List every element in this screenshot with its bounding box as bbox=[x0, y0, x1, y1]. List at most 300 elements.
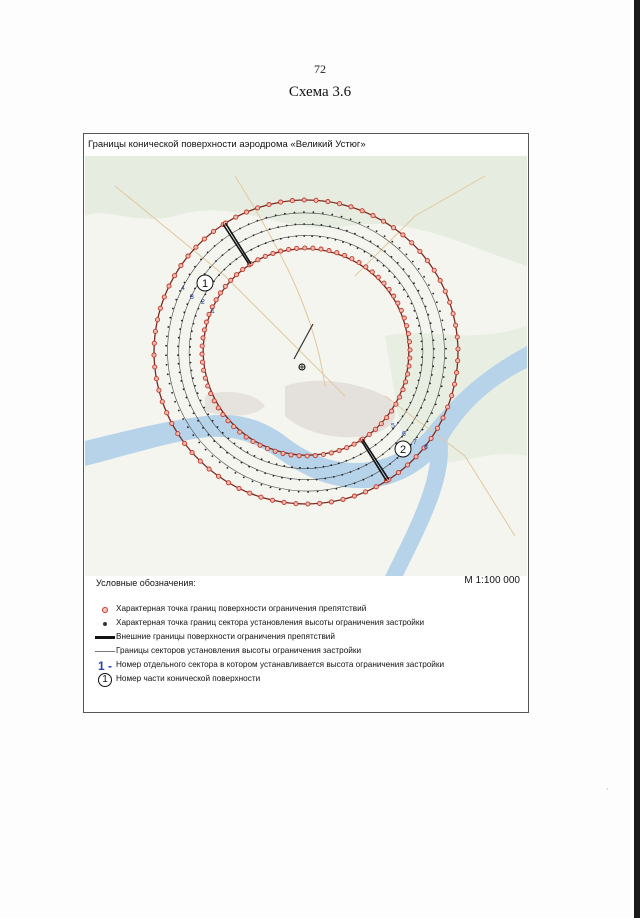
obstacle-boundary-point bbox=[429, 436, 433, 440]
sector-boundary-point bbox=[189, 274, 191, 276]
sector-boundary-point bbox=[433, 348, 435, 350]
legend bbox=[94, 604, 514, 688]
sector-boundary-point bbox=[222, 254, 224, 256]
obstacle-boundary-point bbox=[256, 258, 260, 262]
sector-boundary-point bbox=[194, 385, 196, 387]
obstacle-boundary-point bbox=[251, 439, 255, 443]
sector-boundary-point bbox=[432, 365, 434, 367]
sector-boundary-point bbox=[350, 244, 352, 246]
obstacle-boundary-point bbox=[364, 265, 368, 269]
obstacle-boundary-point bbox=[226, 419, 230, 423]
obstacle-boundary-point bbox=[318, 501, 322, 505]
obstacle-boundary-point bbox=[402, 316, 406, 320]
sector-boundary-point bbox=[220, 446, 222, 448]
obstacle-boundary-point bbox=[357, 260, 361, 264]
sector-boundary-point bbox=[167, 373, 169, 375]
obstacle-boundary-point bbox=[452, 382, 456, 386]
sector-boundary-point bbox=[258, 245, 260, 247]
sector-boundary-point bbox=[421, 348, 423, 350]
sector-boundary-point bbox=[436, 301, 438, 303]
obstacle-boundary-point bbox=[401, 388, 405, 392]
sector-boundary-point bbox=[412, 422, 414, 424]
sector-boundary-point bbox=[212, 455, 214, 457]
red-circle-point-icon bbox=[102, 607, 108, 613]
sector-boundary-point bbox=[172, 308, 174, 310]
sector-boundary-point bbox=[403, 289, 405, 291]
obstacle-boundary-point bbox=[295, 246, 299, 250]
obstacle-boundary-point bbox=[399, 308, 403, 312]
sector-boundary-point bbox=[423, 276, 425, 278]
small-black-point-icon bbox=[103, 622, 107, 626]
sector-boundary-point bbox=[367, 226, 369, 228]
sector-boundary-point bbox=[227, 467, 229, 469]
obstacle-boundary-point bbox=[390, 409, 394, 413]
sector-boundary-point bbox=[253, 234, 255, 236]
sector-boundary-point bbox=[189, 346, 191, 348]
obstacle-boundary-point bbox=[401, 233, 405, 237]
sector-boundary-point bbox=[394, 276, 396, 278]
obstacle-boundary-point bbox=[337, 202, 341, 206]
sector-boundary-point bbox=[319, 236, 321, 238]
sector-boundary-point bbox=[413, 282, 415, 284]
sector-boundary-point bbox=[350, 471, 352, 473]
obstacle-boundary-point bbox=[155, 318, 159, 322]
sector-boundary-point bbox=[406, 409, 408, 411]
sector-boundary-point bbox=[391, 256, 393, 258]
sector-boundary-point bbox=[397, 262, 399, 264]
sector-boundary-point bbox=[229, 263, 231, 265]
sector-boundary-point bbox=[189, 405, 191, 407]
obstacle-boundary-point bbox=[244, 435, 248, 439]
obstacle-boundary-point bbox=[350, 257, 354, 261]
sector-boundary-point bbox=[389, 463, 391, 465]
obstacle-boundary-point bbox=[179, 264, 183, 268]
obstacle-boundary-point bbox=[455, 335, 459, 339]
sector-boundary-point bbox=[384, 235, 386, 237]
obstacle-boundary-point bbox=[154, 377, 158, 381]
sector-boundary-point bbox=[443, 376, 445, 378]
obstacle-boundary-point bbox=[194, 245, 198, 249]
sector-boundary-point bbox=[169, 317, 171, 319]
sector-boundary-point bbox=[338, 462, 340, 464]
sector-boundary-point bbox=[207, 252, 209, 254]
sector-boundary-point bbox=[365, 464, 367, 466]
obstacle-boundary-point bbox=[448, 300, 452, 304]
obstacle-boundary-point bbox=[226, 481, 230, 485]
sector-boundary-point bbox=[335, 239, 337, 241]
obstacle-boundary-point bbox=[244, 210, 248, 214]
sector-boundary-point bbox=[370, 255, 372, 257]
sector-boundary-point bbox=[407, 296, 409, 298]
sector-boundary-point bbox=[345, 460, 347, 462]
obstacle-boundary-point bbox=[456, 359, 460, 363]
obstacle-boundary-point bbox=[282, 500, 286, 504]
obstacle-boundary-point bbox=[382, 281, 386, 285]
sector-boundary-point bbox=[248, 223, 250, 225]
obstacle-boundary-point bbox=[265, 447, 269, 451]
sector-boundary-point bbox=[254, 455, 256, 457]
obstacle-boundary-point bbox=[152, 341, 156, 345]
sector-boundary-point bbox=[169, 383, 171, 385]
sector-boundary-point bbox=[214, 245, 216, 247]
sector-boundary-point bbox=[295, 224, 297, 226]
sector-boundary-point bbox=[184, 282, 186, 284]
sector-boundary-point bbox=[277, 226, 279, 228]
map-background bbox=[85, 156, 527, 576]
sector-boundary-point bbox=[303, 235, 305, 237]
sector-boundary-point bbox=[191, 330, 193, 332]
legend-item-text: Внешние границы поверхности ограничения препятствий bbox=[116, 632, 335, 641]
sector-boundary-point bbox=[414, 310, 416, 312]
sector-boundary-point bbox=[186, 397, 188, 399]
sector-boundary-point bbox=[284, 213, 286, 215]
sector-boundary-point bbox=[432, 293, 434, 295]
obstacle-boundary-point bbox=[289, 453, 293, 457]
obstacle-boundary-point bbox=[204, 320, 208, 324]
obstacle-boundary-point bbox=[214, 298, 218, 302]
sector-boundary-point bbox=[384, 250, 386, 252]
sector-boundary-point bbox=[177, 354, 179, 356]
sector-boundary-point bbox=[391, 241, 393, 243]
sector-boundary-point bbox=[433, 339, 435, 341]
sector-boundary-point bbox=[377, 260, 379, 262]
obstacle-boundary-point bbox=[279, 249, 283, 253]
sector-boundary-point bbox=[291, 466, 293, 468]
legend-item bbox=[94, 604, 514, 615]
obstacle-boundary-point bbox=[425, 259, 429, 263]
sector-boundary-point bbox=[247, 451, 249, 453]
sector-boundary-point bbox=[167, 326, 169, 328]
sector-boundary-point bbox=[250, 249, 252, 251]
obstacle-boundary-point bbox=[345, 446, 349, 450]
sector-boundary-point bbox=[272, 240, 274, 242]
sector-boundary-point bbox=[399, 282, 401, 284]
sector-boundary-point bbox=[294, 212, 296, 214]
legend-item-text: Характерная точка границ сектора установления высоты ограничения застройки bbox=[116, 618, 425, 627]
sector-boundary-point bbox=[418, 268, 420, 270]
obstacle-boundary-point bbox=[186, 254, 190, 258]
sector-boundary-point bbox=[338, 227, 340, 229]
sector-boundary-point bbox=[410, 402, 412, 404]
obstacle-boundary-point bbox=[153, 365, 157, 369]
sector-boundary-point bbox=[212, 420, 214, 422]
sector-boundary-point bbox=[257, 220, 259, 222]
sector-boundary-point bbox=[382, 454, 384, 456]
obstacle-boundary-point bbox=[406, 372, 410, 376]
obstacle-boundary-point bbox=[263, 254, 267, 258]
sector-boundary-point bbox=[387, 434, 389, 436]
sector-boundary-point bbox=[336, 488, 338, 490]
obstacle-boundary-point bbox=[221, 413, 225, 417]
obstacle-boundary-point bbox=[157, 388, 161, 392]
sector-boundary-point bbox=[364, 251, 366, 253]
obstacle-boundary-point bbox=[158, 306, 162, 310]
sector-boundary-point bbox=[194, 288, 196, 290]
obstacle-boundary-point bbox=[319, 247, 323, 251]
obstacle-boundary-point bbox=[349, 205, 353, 209]
sector-boundary-point bbox=[428, 314, 430, 316]
sector-boundary-point bbox=[178, 363, 180, 365]
obstacle-boundary-point bbox=[279, 200, 283, 204]
sector-boundary-point bbox=[397, 457, 399, 459]
sector-boundary-point bbox=[331, 214, 333, 216]
sector-boundary-point bbox=[330, 464, 332, 466]
sector-boundary-point bbox=[421, 341, 423, 343]
sector-boundary-point bbox=[288, 236, 290, 238]
sector-boundary-point bbox=[218, 274, 220, 276]
obstacle-boundary-point bbox=[394, 402, 398, 406]
sector-boundary-point bbox=[175, 299, 177, 301]
sector-boundary-point bbox=[248, 466, 250, 468]
sector-boundary-point bbox=[219, 461, 221, 463]
obstacle-boundary-point bbox=[271, 251, 275, 255]
sector-boundary-point bbox=[203, 407, 205, 409]
sector-boundary-point bbox=[411, 303, 413, 305]
sector-boundary-point bbox=[275, 214, 277, 216]
obstacle-boundary-point bbox=[203, 376, 207, 380]
obstacle-boundary-point bbox=[381, 219, 385, 223]
sector-boundary-point bbox=[415, 387, 417, 389]
obstacle-boundary-point bbox=[438, 279, 442, 283]
sector-boundary-point bbox=[354, 233, 356, 235]
sector-boundary-point bbox=[406, 254, 408, 256]
sector-boundary-point bbox=[428, 284, 430, 286]
sector-boundary-point bbox=[444, 367, 446, 369]
sector-boundary-point bbox=[195, 315, 197, 317]
obstacle-boundary-point bbox=[405, 324, 409, 328]
obstacle-boundary-point bbox=[270, 498, 274, 502]
sector-boundary-point bbox=[256, 469, 258, 471]
obstacle-boundary-point bbox=[335, 251, 339, 255]
sector-boundary-point bbox=[228, 249, 230, 251]
sector-boundary-point bbox=[288, 490, 290, 492]
obstacle-boundary-point bbox=[352, 442, 356, 446]
sector-boundary-point bbox=[239, 228, 241, 230]
obstacle-boundary-point bbox=[287, 247, 291, 251]
sector-boundary-point bbox=[422, 429, 424, 431]
map-scale: М 1:100 000 bbox=[464, 575, 520, 586]
obstacle-boundary-point bbox=[209, 392, 213, 396]
obstacle-boundary-point bbox=[352, 494, 356, 498]
sector-boundary-point bbox=[217, 426, 219, 428]
sector-boundary-point bbox=[241, 462, 243, 464]
obstacle-boundary-point bbox=[290, 199, 294, 203]
obstacle-boundary-point bbox=[167, 284, 171, 288]
obstacle-boundary-point bbox=[229, 278, 233, 282]
obstacle-boundary-point bbox=[392, 294, 396, 298]
sector-boundary-point bbox=[375, 444, 377, 446]
sector-boundary-point bbox=[270, 487, 272, 489]
obstacle-boundary-point bbox=[216, 474, 220, 478]
sector-boundary-point bbox=[243, 477, 245, 479]
sector-boundary-point bbox=[228, 437, 230, 439]
obstacle-boundary-point bbox=[456, 347, 460, 351]
obstacle-boundary-point bbox=[342, 253, 346, 257]
sector-boundary-point bbox=[283, 465, 285, 467]
sector-boundary-point bbox=[388, 270, 390, 272]
obstacle-boundary-point bbox=[446, 405, 450, 409]
sector-boundary-point bbox=[427, 421, 429, 423]
sector-boundary-point bbox=[441, 385, 443, 387]
obstacle-boundary-point bbox=[408, 348, 412, 352]
obstacle-boundary-point bbox=[329, 500, 333, 504]
obstacle-boundary-point bbox=[281, 451, 285, 455]
sector-boundary-point bbox=[166, 364, 168, 366]
sector-boundary-point bbox=[413, 395, 415, 397]
legend-item-text: Характерная точка границ поверхности ограничения препятствий bbox=[116, 604, 367, 613]
sector-boundary-point bbox=[377, 245, 379, 247]
sector-boundary-point bbox=[193, 412, 195, 414]
sector-boundary-point bbox=[342, 241, 344, 243]
sector-boundary-point bbox=[174, 401, 176, 403]
obstacle-boundary-point bbox=[267, 203, 271, 207]
sector-boundary-point bbox=[341, 474, 343, 476]
sector-boundary-point bbox=[345, 485, 347, 487]
obstacle-boundary-point bbox=[329, 451, 333, 455]
sector-boundary-point bbox=[281, 477, 283, 479]
obstacle-boundary-point bbox=[256, 206, 260, 210]
sector-boundary-point bbox=[307, 479, 309, 481]
sector-boundary-point bbox=[432, 331, 434, 333]
sector-boundary-point bbox=[252, 481, 254, 483]
obstacle-boundary-point bbox=[454, 323, 458, 327]
sector-boundary-point bbox=[323, 466, 325, 468]
sector-boundary-point bbox=[371, 475, 373, 477]
thick-black-line-icon bbox=[95, 636, 115, 639]
sector-boundary-point bbox=[296, 236, 298, 238]
sector-boundary-point bbox=[233, 457, 235, 459]
sector-boundary-point bbox=[438, 395, 440, 397]
sector-boundary-point bbox=[420, 407, 422, 409]
sector-boundary-point bbox=[197, 392, 199, 394]
legend-item-text: Номер части конической поверхности bbox=[116, 674, 261, 683]
obstacle-boundary-point bbox=[379, 422, 383, 426]
sector-boundary-point bbox=[427, 391, 429, 393]
sector-label-8: 8 bbox=[424, 444, 428, 451]
sector-boundary-point bbox=[165, 354, 167, 356]
sector-boundary-point bbox=[215, 260, 217, 262]
sector-boundary-point bbox=[418, 325, 420, 327]
sector-boundary-point bbox=[416, 436, 418, 438]
sector-boundary-point bbox=[402, 415, 404, 417]
scan-edge bbox=[634, 0, 640, 918]
sector-boundary-point bbox=[424, 399, 426, 401]
sector-label-4: 4 bbox=[181, 285, 185, 292]
legend-item-text: Границы секторов установления высоты ограничения застройки bbox=[116, 646, 362, 655]
sector-boundary-point bbox=[264, 472, 266, 474]
sector-boundary-point bbox=[187, 426, 189, 428]
sector-boundary-point bbox=[360, 453, 362, 455]
obstacle-boundary-point bbox=[327, 249, 331, 253]
sector-boundary-point bbox=[179, 372, 181, 374]
obstacle-boundary-point bbox=[337, 449, 341, 453]
sector-boundary-point bbox=[303, 223, 305, 225]
sector-boundary-point bbox=[234, 443, 236, 445]
sector-boundary-point bbox=[202, 427, 204, 429]
obstacle-boundary-point bbox=[248, 491, 252, 495]
sector-boundary-point bbox=[329, 225, 331, 227]
obstacle-boundary-point bbox=[206, 384, 210, 388]
obstacle-boundary-point bbox=[183, 441, 187, 445]
sector-boundary-point bbox=[442, 320, 444, 322]
sector-boundary-point bbox=[326, 490, 328, 492]
sector-boundary-point bbox=[207, 413, 209, 415]
schema-title: Схема 3.6 bbox=[288, 84, 352, 100]
sector-boundary-point bbox=[186, 303, 188, 305]
obstacle-boundary-point bbox=[450, 394, 454, 398]
sector-boundary-point bbox=[303, 211, 305, 213]
sector-boundary-point bbox=[166, 336, 168, 338]
obstacle-boundary-point bbox=[162, 295, 166, 299]
sector-boundary-point bbox=[354, 482, 356, 484]
obstacle-boundary-point bbox=[202, 237, 206, 241]
sector-boundary-point bbox=[190, 362, 192, 364]
obstacle-boundary-point bbox=[170, 421, 174, 425]
sector-boundary-point bbox=[350, 218, 352, 220]
obstacle-boundary-point bbox=[212, 399, 216, 403]
legend-item-text: Номер отдельного сектора в котором устанавливается высота ограничения застройки bbox=[116, 660, 445, 669]
sector-boundary-point bbox=[307, 467, 309, 469]
obstacle-boundary-point bbox=[441, 416, 445, 420]
sector-boundary-point bbox=[439, 310, 441, 312]
sector-boundary-point bbox=[268, 461, 270, 463]
obstacle-boundary-point bbox=[237, 486, 241, 490]
sector-boundary-point bbox=[412, 261, 414, 263]
sector-boundary-point bbox=[178, 337, 180, 339]
sector-boundary-point bbox=[317, 491, 319, 493]
obstacle-boundary-point bbox=[176, 432, 180, 436]
sector-boundary-point bbox=[298, 479, 300, 481]
obstacle-boundary-point bbox=[311, 246, 315, 250]
sector-boundary-point bbox=[191, 370, 193, 372]
obstacle-boundary-point bbox=[223, 284, 227, 288]
sector-boundary-point bbox=[420, 364, 422, 366]
sector-boundary-point bbox=[213, 440, 215, 442]
obstacle-boundary-point bbox=[165, 411, 169, 415]
obstacle-boundary-point bbox=[202, 368, 206, 372]
obstacle-boundary-point bbox=[374, 485, 378, 489]
obstacle-boundary-point bbox=[391, 226, 395, 230]
sector-boundary-point bbox=[180, 380, 182, 382]
obstacle-boundary-point bbox=[363, 490, 367, 494]
sector-boundary-point bbox=[265, 242, 267, 244]
sector-boundary-point bbox=[189, 354, 191, 356]
obstacle-boundary-point bbox=[321, 452, 325, 456]
obstacle-boundary-point bbox=[160, 400, 164, 404]
sector-boundary-point bbox=[312, 223, 314, 225]
sector-boundary-point bbox=[443, 329, 445, 331]
obstacle-boundary-point bbox=[435, 426, 439, 430]
sector-label-2: 2 bbox=[201, 299, 205, 306]
sector-boundary-point bbox=[298, 491, 300, 493]
legend-title: Условные обозначения: bbox=[96, 578, 196, 588]
obstacle-boundary-point bbox=[407, 340, 411, 344]
sector-boundary-point bbox=[193, 323, 195, 325]
sector-boundary-point bbox=[276, 463, 278, 465]
obstacle-boundary-point bbox=[407, 364, 411, 368]
sector-boundary-point bbox=[197, 420, 199, 422]
sector-boundary-point bbox=[346, 230, 348, 232]
sector-boundary-point bbox=[266, 217, 268, 219]
obstacle-boundary-point bbox=[202, 328, 206, 332]
obstacle-boundary-point bbox=[326, 200, 330, 204]
circled-number-icon: 1 bbox=[98, 673, 112, 687]
sector-boundary-point bbox=[286, 225, 288, 227]
obstacle-boundary-point bbox=[218, 291, 222, 295]
sector-boundary-point bbox=[322, 212, 324, 214]
sector-boundary-point bbox=[358, 468, 360, 470]
sector-boundary-point bbox=[226, 452, 228, 454]
